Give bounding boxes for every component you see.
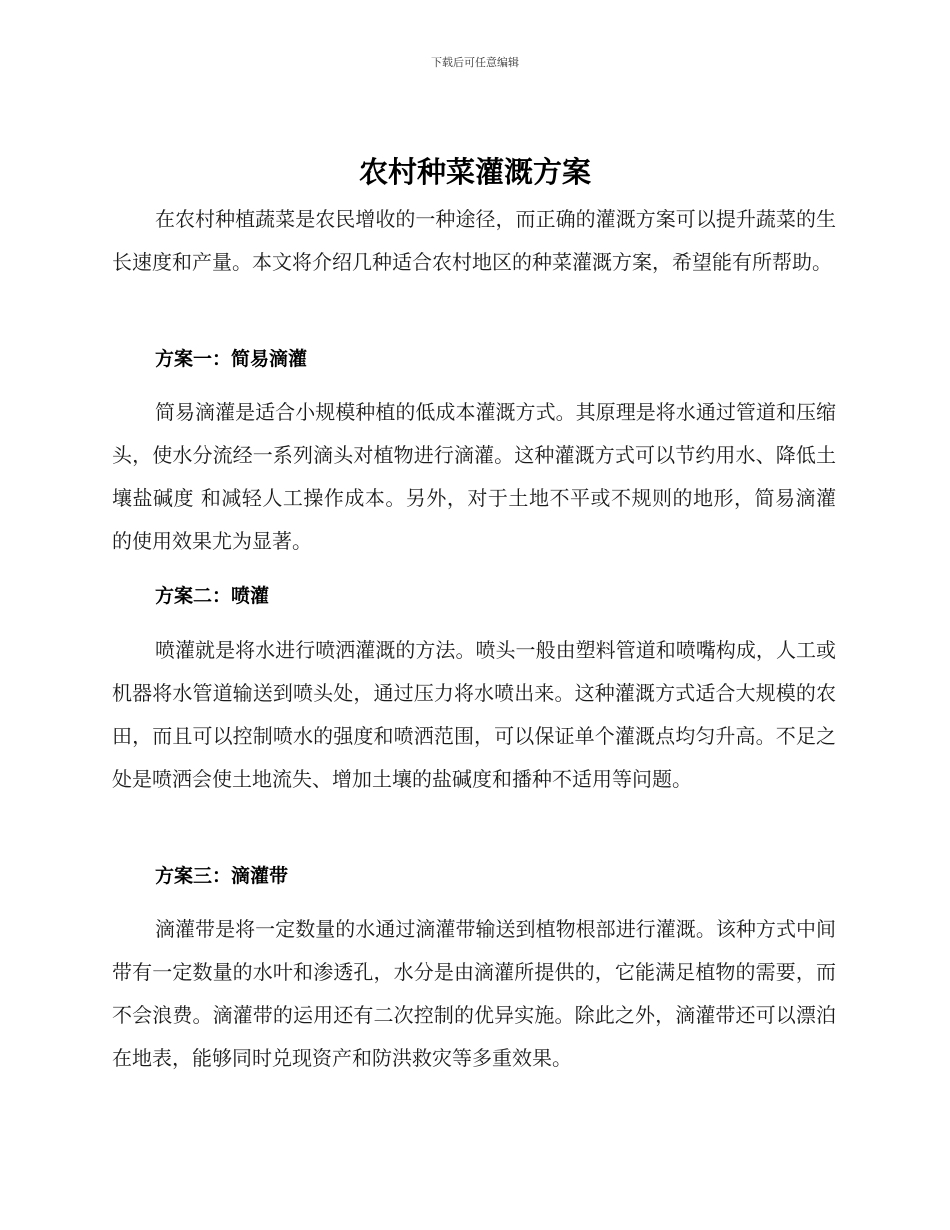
section-heading-sprinkler: 方案二：喷灌 [155, 585, 270, 607]
page-header-note: 下载后可任意编辑 [431, 56, 519, 69]
document-title: 农村种菜灌溉方案 [358, 155, 591, 189]
intro-paragraph: 在农村种植蔬菜是农民增收的一种途径，而正确的灌溉方案可以提升蔬菜的生长速度和产量。本文将介绍几种适合农村地区的种菜灌溉方案，希望能有所帮助。 [112, 207, 836, 274]
section-body-drip-tape: 滴灌带是将一定数量的水通过滴灌带输送到植物根部进行灌溉。该种方式中间带有一定数量的水叶和渗透孔，水分是由滴灌所提供的，它能满足植物的需要，而不会浪费。滴灌带的运用还有二次控制的优异实施。除此之外，滴灌带还可以漂泊在地表，能够同时兑现资产和防洪救灾等多重效果。 [112, 917, 836, 1070]
section-body-drip-simple: 简易滴灌是适合小规模种植的低成本灌溉方式。其原理是将水通过管道和压缩头，使水分流经一系列滴头对植物进行滴灌。这种灌溉方式可以节约用水、降低土壤盐碱度 和减轻人工操作成本。另外，对于土地不平或不规则的地形，简易滴灌的使用效果尤为显著。 [112, 400, 836, 553]
section-body-sprinkler: 喷灌就是将水进行喷洒灌溉的方法。喷头一般由塑料管道和喷嘴构成，人工或机器将水管道输送到喷头处，通过压力将水喷出来。这种灌溉方式适合大规模的农田，而且可以控制喷水的强度和喷洒范围，可以保证单个灌溉点均匀升高。不足之处是喷洒会使土地流失、增加土壤的盐碱度和播种不适用等问题。 [112, 638, 836, 791]
section-heading-drip-tape: 方案三：滴灌带 [155, 865, 289, 887]
section-heading-drip-simple: 方案一：简易滴灌 [155, 348, 308, 370]
